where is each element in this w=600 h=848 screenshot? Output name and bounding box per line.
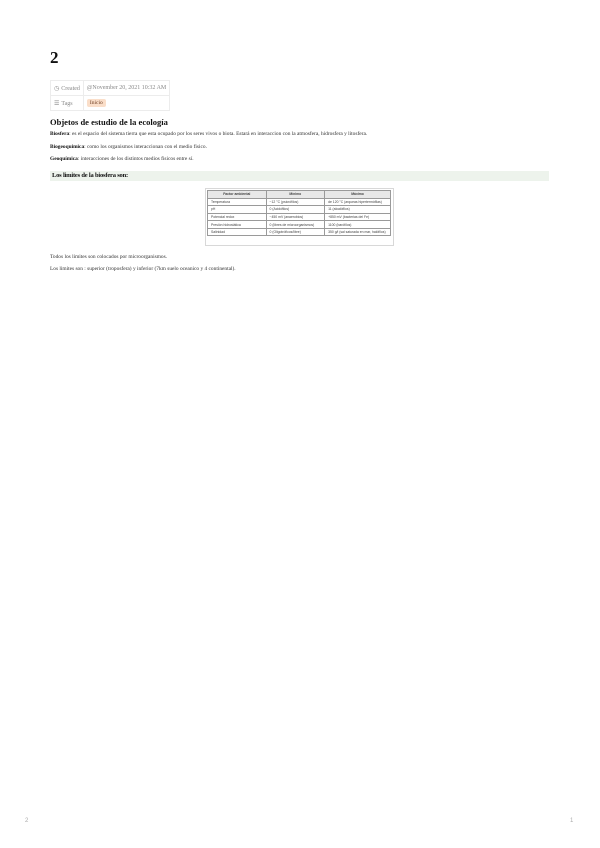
property-row-tags bbox=[51, 96, 170, 111]
section-heading-limites: Los limites de la biosfera son: bbox=[52, 172, 128, 179]
section-heading-objetos: Objetos de estudio de la ecología bbox=[50, 117, 168, 127]
column-header: Mínimo bbox=[266, 191, 325, 199]
table-cell: 11 (alcalófilos) bbox=[325, 206, 391, 214]
property-key-created bbox=[51, 81, 84, 96]
property-key-tags bbox=[51, 96, 84, 111]
definition-text: : interacciones de los distintos medios fisicos entre sí. bbox=[77, 156, 194, 162]
clock-icon: ◷ bbox=[54, 84, 60, 92]
column-header: Máximo bbox=[325, 191, 391, 199]
note-limites: Los limites son : superior (troposfera) y inferior (7km suelo oceanico y 4 continental). bbox=[50, 266, 236, 272]
table-cell: 0 (Acidófilos) bbox=[266, 206, 325, 214]
paragraph-biosfera bbox=[50, 131, 367, 137]
table-cell: pH bbox=[208, 206, 267, 214]
table-cell: 350 g/l (sal saturada en mar, halófilos) bbox=[325, 228, 391, 236]
footer-page-number: 1 bbox=[570, 818, 574, 824]
table-row bbox=[208, 221, 391, 229]
table-cell: 0 (Oligotróficos/libre) bbox=[266, 228, 325, 236]
term-biogeoquimica: Biogeoquimica bbox=[50, 144, 85, 150]
table-cell: Salinidad bbox=[208, 228, 267, 236]
note-microorganismos: Todos los limites son colocados por microorganismos. bbox=[50, 254, 168, 260]
table-row bbox=[208, 213, 391, 221]
table-cell: de 120 °C (arqueas hipertermófilas) bbox=[325, 198, 391, 206]
properties-table bbox=[50, 80, 170, 111]
table-cell: −12 °C (psicrófilos) bbox=[266, 198, 325, 206]
biosphere-limits-table bbox=[207, 190, 391, 236]
table-cell: Potencial redox bbox=[208, 213, 267, 221]
table-cell: 0 (libres de microorganismos) bbox=[266, 221, 325, 229]
property-value-tags bbox=[83, 96, 169, 111]
term-geoquimica: Geoquímica bbox=[50, 156, 78, 162]
table-header-row bbox=[208, 191, 391, 199]
list-icon: ☰ bbox=[54, 99, 60, 107]
property-row-created bbox=[51, 81, 170, 96]
footer-left-number: 2 bbox=[25, 818, 29, 824]
definition-text: : es el espacio del sistema tierra que esta ocupado por los seres vivos o biota. Estará en interaccion con la atmosfera, hidrosfera y litosfera. bbox=[69, 131, 368, 137]
property-key-label: Created bbox=[61, 85, 80, 92]
table-cell: Presión hidrostática bbox=[208, 221, 267, 229]
table-cell: 1100 (barófilos) bbox=[325, 221, 391, 229]
table-row bbox=[208, 228, 391, 236]
table-cell: +850 mV (bacterias del Fe) bbox=[325, 213, 391, 221]
paragraph-biogeoquimica bbox=[50, 144, 207, 150]
paragraph-geoquimica bbox=[50, 156, 194, 162]
term-biosfera: Biosfera bbox=[50, 131, 70, 137]
property-value-created: @November 20, 2021 10:32 AM bbox=[83, 81, 169, 96]
table-row bbox=[208, 198, 391, 206]
tag-badge[interactable]: Inicio bbox=[87, 99, 106, 107]
property-key-label: Tags bbox=[61, 100, 73, 107]
table-row bbox=[208, 206, 391, 214]
page-title: 2 bbox=[50, 48, 59, 67]
definition-text: : como los organismos interaccionan con el medio fisico. bbox=[84, 144, 207, 150]
table-cell: −450 mV (anaerobios) bbox=[266, 213, 325, 221]
table-cell: Temperatura bbox=[208, 198, 267, 206]
column-header: Factor ambiental bbox=[208, 191, 267, 199]
